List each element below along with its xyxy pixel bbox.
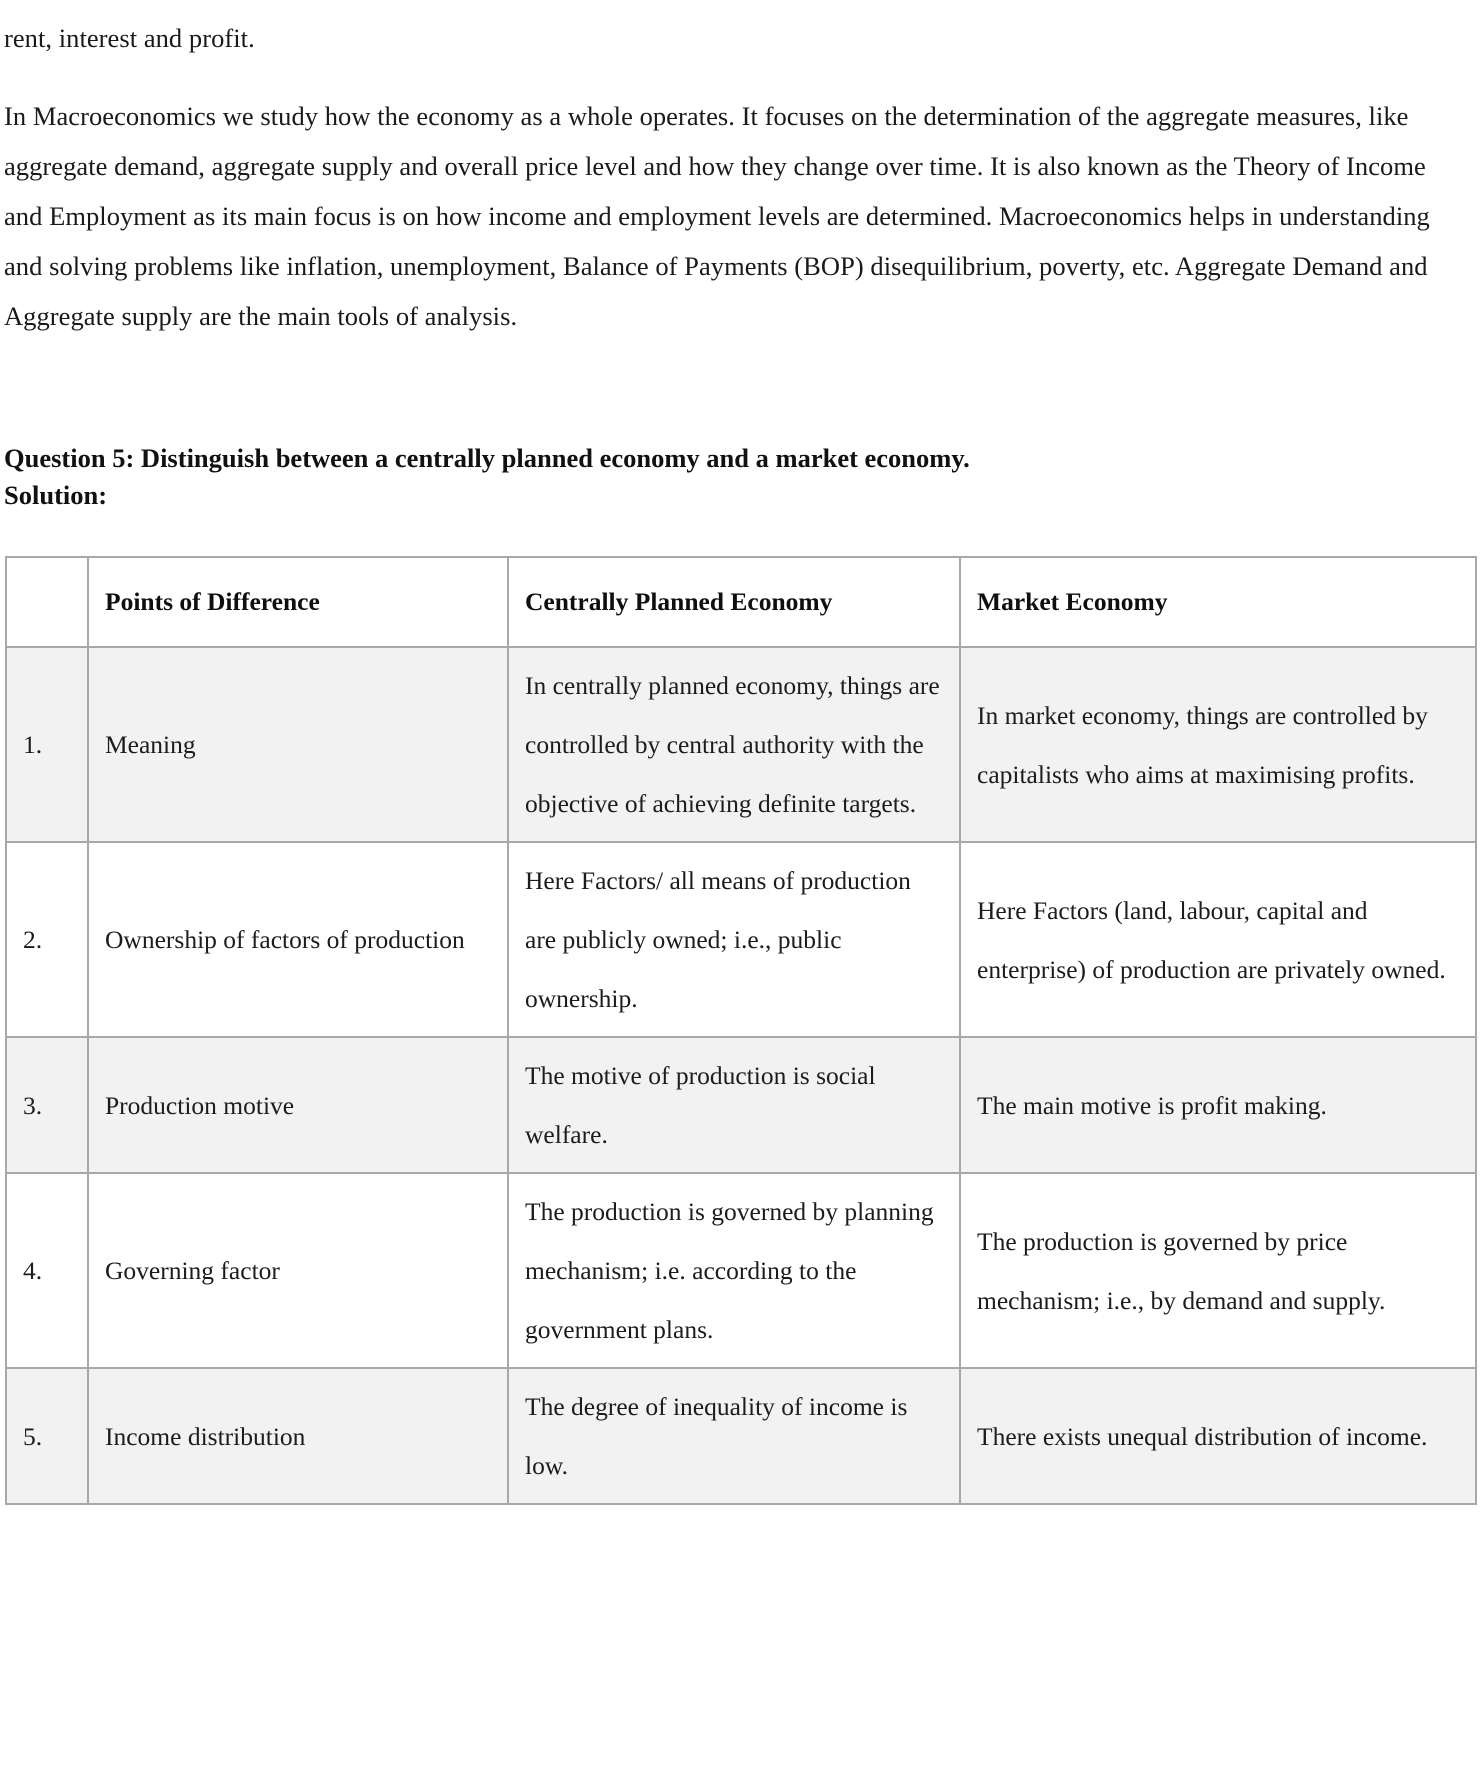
row-serial-number: 3. [6,1037,88,1173]
column-header-serial-number [6,557,88,647]
row-market-economy: The production is governed by price mechanism; i.e., by demand and supply. [960,1173,1476,1368]
row-market-economy: Here Factors (land, labour, capital and enterprise) of production are privately owned. [960,842,1476,1037]
row-centrally-planned-economy: Here Factors/ all means of production are publicly owned; i.e., public ownership. [508,842,960,1037]
row-serial-number: 1. [6,647,88,842]
table-row [6,1368,1476,1504]
row-centrally-planned-economy: In centrally planned economy, things are controlled by central authority with the objective of achieving definite targets. [508,647,960,842]
column-header-market-economy: Market Economy [960,557,1476,647]
table-row [6,842,1476,1037]
column-header-points-of-difference: Points of Difference [88,557,508,647]
table-row [6,1173,1476,1368]
row-market-economy: In market economy, things are controlled by capitalists who aims at maximising profits. [960,647,1476,842]
row-point-of-difference: Ownership of factors of production [88,842,508,1037]
table-row [6,647,1476,842]
column-header-centrally-planned-economy: Centrally Planned Economy [508,557,960,647]
row-serial-number: 2. [6,842,88,1037]
row-point-of-difference: Production motive [88,1037,508,1173]
table-header-row [6,557,1476,647]
row-serial-number: 5. [6,1368,88,1504]
row-point-of-difference: Meaning [88,647,508,842]
paragraph-continuation: rent, interest and profit. [4,22,255,53]
row-centrally-planned-economy: The production is governed by planning mechanism; i.e. according to the government plans. [508,1173,960,1368]
row-centrally-planned-economy: The degree of inequality of income is low. [508,1368,960,1504]
row-point-of-difference: Governing factor [88,1173,508,1368]
row-serial-number: 4. [6,1173,88,1368]
row-market-economy: The main motive is profit making. [960,1037,1476,1173]
row-market-economy: There exists unequal distribution of income. [960,1368,1476,1504]
table-row [6,1037,1476,1173]
row-centrally-planned-economy: The motive of production is social welfare. [508,1037,960,1173]
row-point-of-difference: Income distribution [88,1368,508,1504]
solution-label: Solution: [4,480,108,510]
comparison-table [5,556,1477,1505]
question-heading: Question 5: Distinguish between a centrally planned economy and a market economy. [4,443,970,473]
paragraph-macroeconomics: In Macroeconomics we study how the economy as a whole operates. It focuses on the determination of the aggregate measures, like aggregate demand, aggregate supply and overall price level and how they change over time. It is also known as the Theory of Income and Employment as its main focus is on how income and employment levels are determined. Macroeconomics helps in understanding and solving problems like inflation, unemployment, Balance of Payments (BOP) disequilibrium, poverty, etc. Aggregate Demand and Aggregate supply are the main tools of analysis. [4,100,1430,331]
